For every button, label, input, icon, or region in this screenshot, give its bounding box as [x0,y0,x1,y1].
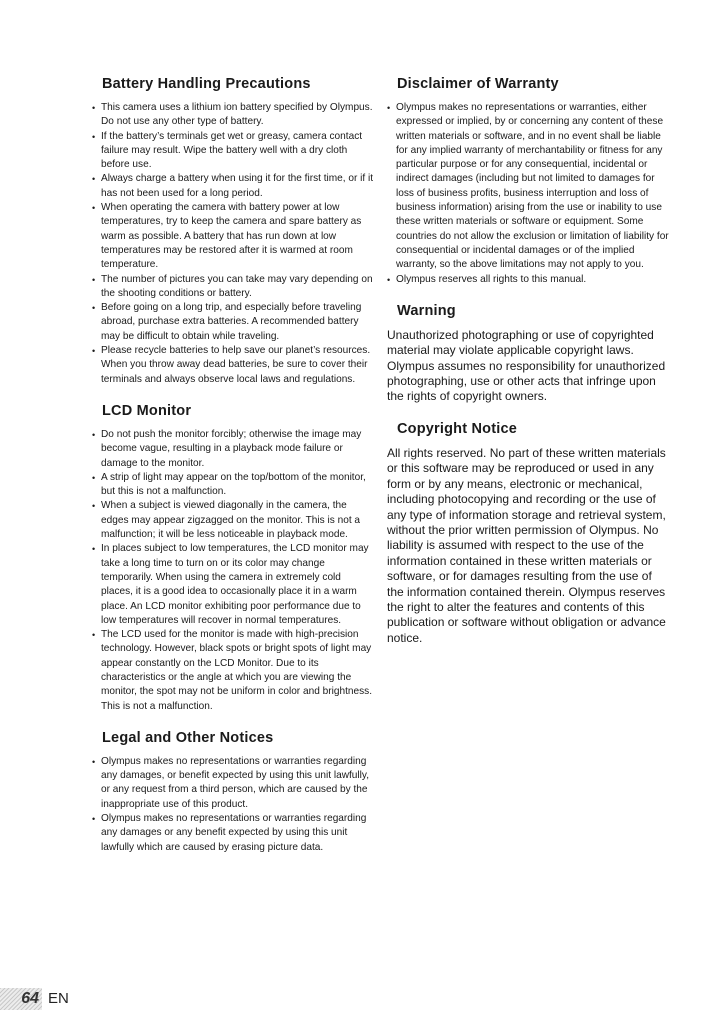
lcd-item: • A strip of light may appear on the top/bottom of the monitor, but this is not a malfunction. [92,471,374,500]
warning-section [387,303,669,405]
lcd-heading: LCD Monitor [102,402,192,419]
battery-item: • When operating the camera with battery power at low temperatures, try to keep the camera and spare battery as warm as possible. A battery that has run down at low temperatures may be restored after it is warmed at room temperature. [92,201,374,272]
battery-item: • If the battery’s terminals get wet or greasy, camera contact failure may result. Wipe the battery well with a dry cloth before use. [92,130,374,173]
battery-item: • Always charge a battery when using it for the first time, or if it has not been used for a long period. [92,172,374,201]
disclaimer-heading: Disclaimer of Warranty [397,76,559,92]
copyright-section [387,421,669,646]
lcd-item: • Do not push the monitor forcibly; otherwise the image may become vague, resulting in a playback mode failure or damage to the monitor. [92,428,374,471]
battery-heading: Battery Handling Precautions [102,76,311,92]
lcd-item: • In places subject to low temperatures, the LCD monitor may take a long time to turn on or its color may change temporarily. When using the camera in extremely cold places, it is a good idea to occasionally place it in a warm place. An LCD monitor exhibiting poor performance due to low temperatures will recover in normal temperatures. [92,542,374,628]
right-column [387,76,669,662]
copyright-heading: Copyright Notice [397,420,518,437]
disclaimer-item: • Olympus reserves all rights to this manual. [387,273,669,287]
legal-item: • Olympus makes no representations or warranties regarding any damages, or benefit expected by using this unit lawfully, or any request from a third person, which are caused by the inappropriate use of this product. [92,755,374,812]
battery-list [92,101,374,387]
battery-item: • The number of pictures you can take may vary depending on the shooting conditions or battery. [92,273,374,302]
page-number: 64 [0,988,42,1010]
left-column [92,76,374,871]
legal-heading: Legal and Other Notices [102,729,274,746]
battery-item: • This camera uses a lithium ion battery specified by Olympus. Do not use any other type of battery. [92,101,374,130]
language-label: EN [48,990,69,1007]
warning-text: Unauthorized photographing or use of copyrighted material may violate applicable copyright laws. Olympus assumes no responsibility for unauthorized photographing, use or other acts that infringe upon the rights of copyright owners. [387,327,666,404]
lcd-item: • When a subject is viewed diagonally in the camera, the edges may appear zigzagged on the monitor. This is not a malfunction; it will be less noticeable in playback mode. [92,499,374,542]
legal-list [92,755,374,855]
lcd-list [92,428,374,714]
battery-section [92,76,374,387]
lcd-section [92,403,374,714]
battery-item: • Please recycle batteries to help save our planet’s resources. When you throw away dead batteries, be sure to cover their terminals and always observe local laws and regulations. [92,344,374,387]
legal-section [92,730,374,855]
disclaimer-list [387,101,669,287]
battery-item: • Before going on a long trip, and especially before traveling abroad, purchase extra batteries. A recommended battery may be difficult to obtain while traveling. [92,301,374,344]
legal-item: • Olympus makes no representations or warranties regarding any damages or any benefit expected by using this unit lawfully which are caused by erasing picture data. [92,812,374,855]
disclaimer-item: • Olympus makes no representations or warranties, either expressed or implied, by or concerning any content of these written materials or software, and in no event shall be liable for any implied warranty of merchantability or fitness for any particular purpose or for any consequential, incidental or indirect damages (including but not limited to damages for loss of business profits, business interruption and loss of business information) arising from the use or inability to use these written materials or software or equipment. Some countries do not allow the exclusion or limitation of liability for consequential or incidental damages or of the implied warranty, so the above limitations may not apply to you. [387,101,669,273]
disclaimer-section [387,76,669,287]
warning-heading: Warning [397,302,456,319]
lcd-item: • The LCD used for the monitor is made with high-precision technology. However, black spots or bright spots of light may appear constantly on the LCD Monitor. Due to its characteristics or the angle at which you are viewing the monitor, the spot may not be uniform in color and brightness. This is not a malfunction. [92,628,374,714]
copyright-text: All rights reserved. No part of these written materials or this software may be reproduced or used in any form or by any means, electronic or mechanical, including photocopying and recording or the use of any type of information storage and retrieval system, without the prior written permission of Olympus. No liability is assumed with respect to the use of the information contained in these written materials or software, or for damages resulting from the use of the information contained therein. Olympus reserves the right to alter the features and contents of this publication or software without obligation or advance notice. [387,445,666,645]
